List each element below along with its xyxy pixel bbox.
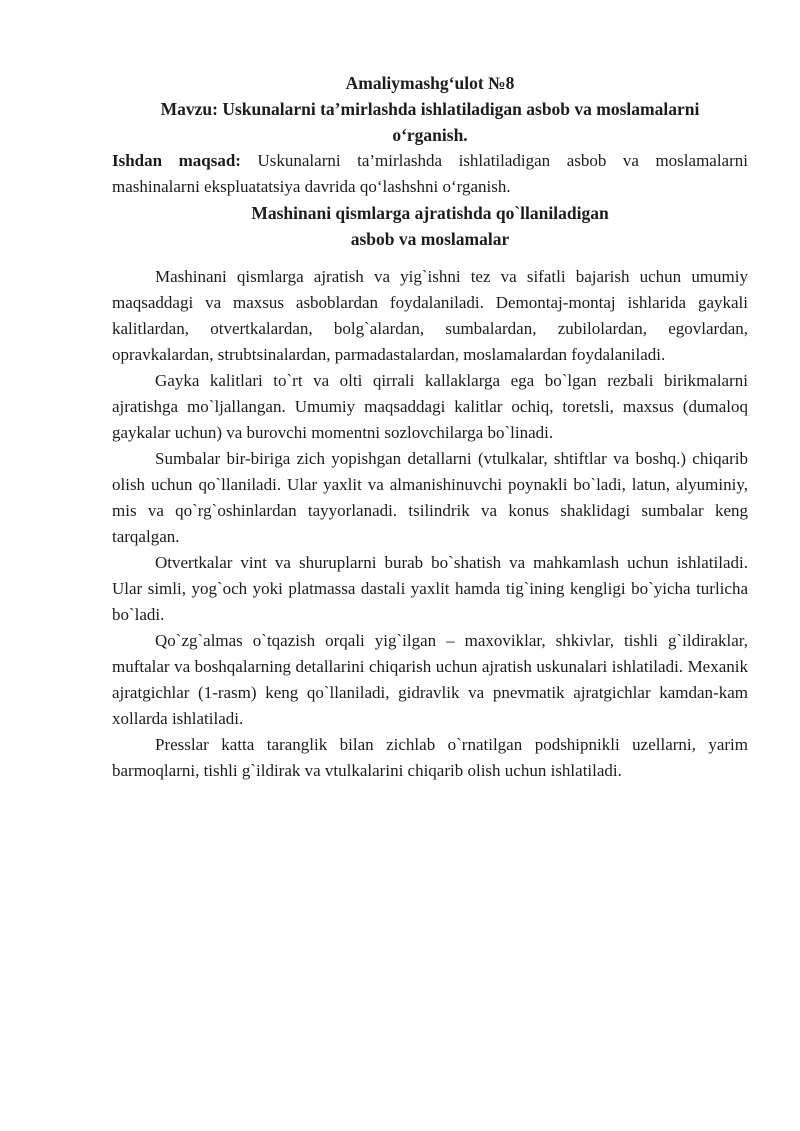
section-subtitle	[112, 200, 748, 252]
topic-heading	[112, 96, 748, 148]
purpose-label: Ishdan maqsad:	[112, 151, 241, 170]
paragraph-tools-overview: Mashinani qismlarga ajratish va yig`ishni tez va sifatli bajarish uchun umumiy maqsaddagi va maxsus asboblardan foydalaniladi. Demontaj-montaj ishlarida gaykali kalitlardan, otvertkalardan, bolg`alardan, sumbalardan, zubilolardan, egovlardan, opravkalardan, strubtsinalardan, parmadastalardan, moslamalardan foydalaniladi.	[112, 267, 748, 364]
paragraph-gayka-kalitlari: Gayka kalitlari to`rt va olti qirrali kallaklarga ega bo`lgan rezbali birikmalarni ajratishga mo`ljallangan. Umumiy maqsaddagi kalitlar ochiq, toretsli, maxsus (dumaloq gaykalar uchun) va burovchi momentni sozlovchilarga bo`linadi.	[112, 371, 748, 442]
paragraph-otvertkalar: Otvertkalar vint va shuruplarni burab bo`shatish va mahkamlash uchun ishlatiladi. Ular simli, yog`och yoki platmassa dastali yaxlit hamda tig`ining kengligi bo`yicha turlicha bo`ladi.	[112, 553, 748, 624]
doc-title: Amaliymashg‘ulot №8	[345, 73, 515, 93]
subtitle-line-2: asbob va moslamalar	[350, 229, 510, 249]
paragraph-ajratish-uskunalari: Qo`zg`almas o`tqazish orqali yig`ilgan – maxoviklar, shkivlar, tishli g`ildiraklar, muftalar va boshqalarning detallarini chiqarish uchun ajratish uskunalari ishlatiladi. Mexanik ajratgichlar (1-rasm) keng qo`llaniladi, gidravlik va pnevmatik ajratgichlar kamdan-kam xollarda ishlatiladi.	[112, 631, 748, 728]
subtitle-line-1: Mashinani qismlarga ajratishda qo`llaniladigan	[251, 203, 609, 223]
purpose-paragraph	[112, 148, 748, 200]
paragraph-presslar: Presslar katta taranglik bilan zichlab o`rnatilgan podshipnikli uzellarni, yarim barmoqlarni, tishli g`ildirak va vtulkalarini chiqarib olish uchun ishlatiladi.	[112, 735, 748, 780]
topic-line-2: o‘rganish.	[392, 125, 468, 145]
document-content	[112, 70, 748, 784]
purpose-text: Uskunalarni ta’mirlashda ishlatiladigan asbob va moslamalarni mashinalarni ekspluatatsiya davrida qo‘lashshni o‘rganish.	[112, 151, 748, 196]
topic-line-1: Mavzu: Uskunalarni ta’mirlashda ishlatiladigan asbob va moslamalarni	[160, 99, 700, 119]
paragraph-sumbalar: Sumbalar bir-biriga zich yopishgan detallarni (vtulkalar, shtiftlar va boshq.) chiqarib olish uchun qo`llaniladi. Ular yaxlit va almanishinuvchi poynakli bo`ladi, latun, alyuminiy, mis va qo`rg`oshinlardan tayyorlanadi. tsilindrik va konus shaklidagi sumbalar keng tarqalgan.	[112, 449, 748, 546]
